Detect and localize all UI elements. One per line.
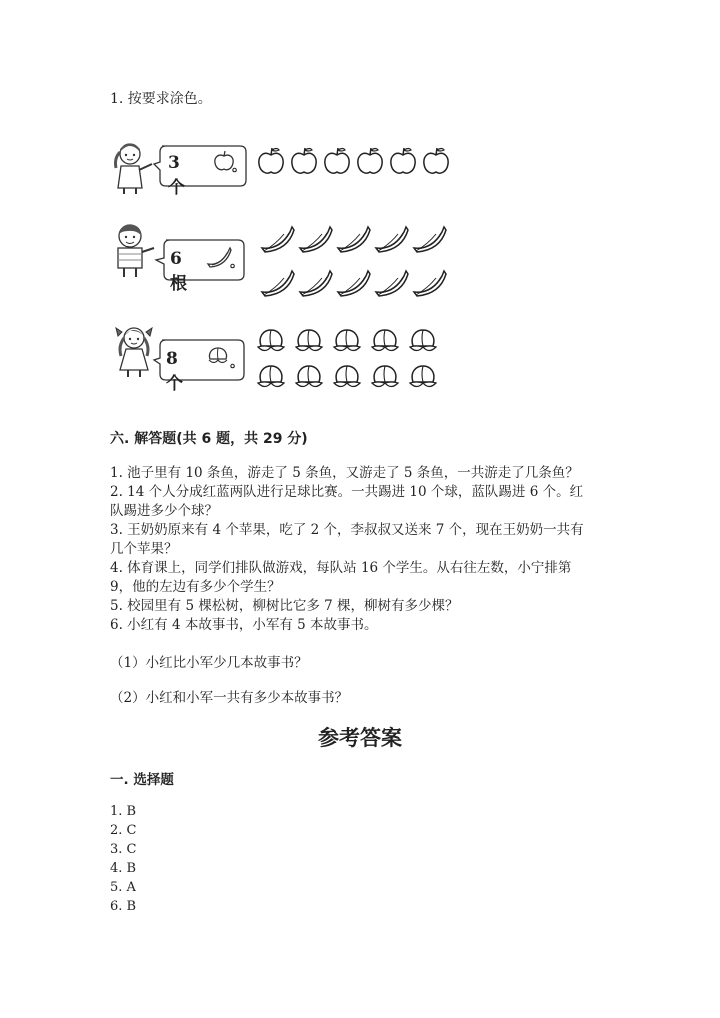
peach-icon[interactable]: [294, 326, 326, 356]
answers-section-title: 一. 选择题: [110, 772, 174, 788]
apple-icon[interactable]: [324, 146, 352, 178]
peach-icon[interactable]: [256, 362, 288, 392]
banana-icon[interactable]: [260, 224, 296, 254]
peach-icon[interactable]: [332, 326, 364, 356]
apple-icon[interactable]: [390, 146, 418, 178]
section-6-title: 六. 解答题(共 6 题，共 29 分): [110, 431, 308, 447]
banana-icon[interactable]: [412, 224, 448, 254]
banana-icon[interactable]: [412, 268, 448, 298]
apple-icon[interactable]: [357, 146, 385, 178]
bubble-banana-icon: [206, 246, 232, 268]
peach-icon[interactable]: [370, 362, 402, 392]
apple-icon[interactable]: [291, 146, 319, 178]
answer-item: 6. B: [110, 899, 137, 914]
question-line: 几个苹果？: [110, 541, 178, 557]
bubble-count-label: 3 个: [168, 153, 185, 198]
bubble-period: 。: [232, 159, 246, 175]
boy-icon: [108, 222, 156, 278]
peach-icon[interactable]: [332, 362, 364, 392]
peach-icon[interactable]: [408, 362, 440, 392]
question-line: 4. 体育课上，同学们排队做游戏，每队站 16 个学生。从右往左数，小宁排第: [110, 560, 572, 576]
answer-item: 1. B: [110, 804, 137, 819]
bubble-period: 。: [230, 255, 244, 271]
apple-icon[interactable]: [258, 146, 286, 178]
bubble-period: 。: [230, 355, 244, 371]
answer-item: 3. C: [110, 842, 137, 857]
bubble-apple-icon: [214, 150, 234, 172]
banana-icon[interactable]: [298, 224, 334, 254]
banana-icon[interactable]: [260, 268, 296, 298]
banana-icon[interactable]: [374, 224, 410, 254]
question-line: 5. 校园里有 5 棵松树，柳树比它多 7 棵，柳树有多少棵？: [110, 598, 459, 614]
answer-item: 5. A: [110, 880, 136, 895]
peach-icon[interactable]: [294, 362, 326, 392]
apple-icon[interactable]: [423, 146, 451, 178]
bubble-count-label: 6 根: [170, 249, 187, 294]
bubble-count-label: 8 个: [166, 349, 183, 394]
banana-icon[interactable]: [374, 268, 410, 298]
banana-icon[interactable]: [336, 224, 372, 254]
question-line: 9，他的左边有多少个学生？: [110, 579, 281, 595]
banana-icon[interactable]: [298, 268, 334, 298]
girl-with-pigtails-icon: [108, 140, 156, 194]
question-1-title: 1. 按要求涂色。: [110, 91, 212, 107]
peach-icon[interactable]: [408, 326, 440, 356]
banana-icon[interactable]: [336, 268, 372, 298]
sub-question: （2）小红和小军一共有多少本故事书？: [110, 690, 349, 706]
question-line: 1. 池子里有 10 条鱼，游走了 5 条鱼，又游走了 5 条鱼，一共游走了几条鱼？: [110, 465, 579, 481]
answers-title: 参考答案: [318, 726, 402, 750]
question-line: 6. 小红有 4 本故事书，小军有 5 本故事书。: [110, 617, 378, 633]
peach-icon[interactable]: [256, 326, 288, 356]
question-line: 2. 14 个人分成红蓝两队进行足球比赛。一共踢进 10 个球，蓝队踢进 6 个。红: [110, 484, 584, 500]
sub-question: （1）小红比小军少几本故事书？: [110, 655, 308, 671]
question-line: 3. 王奶奶原来有 4 个苹果，吃了 2 个，李叔叔又送来 7 个，现在王奶奶一共有: [110, 522, 584, 538]
answer-item: 2. C: [110, 823, 137, 838]
question-line: 队踢进多少个球？: [110, 503, 218, 519]
answer-item: 4. B: [110, 861, 137, 876]
bubble-peach-icon: [206, 344, 230, 366]
peach-icon[interactable]: [370, 326, 402, 356]
